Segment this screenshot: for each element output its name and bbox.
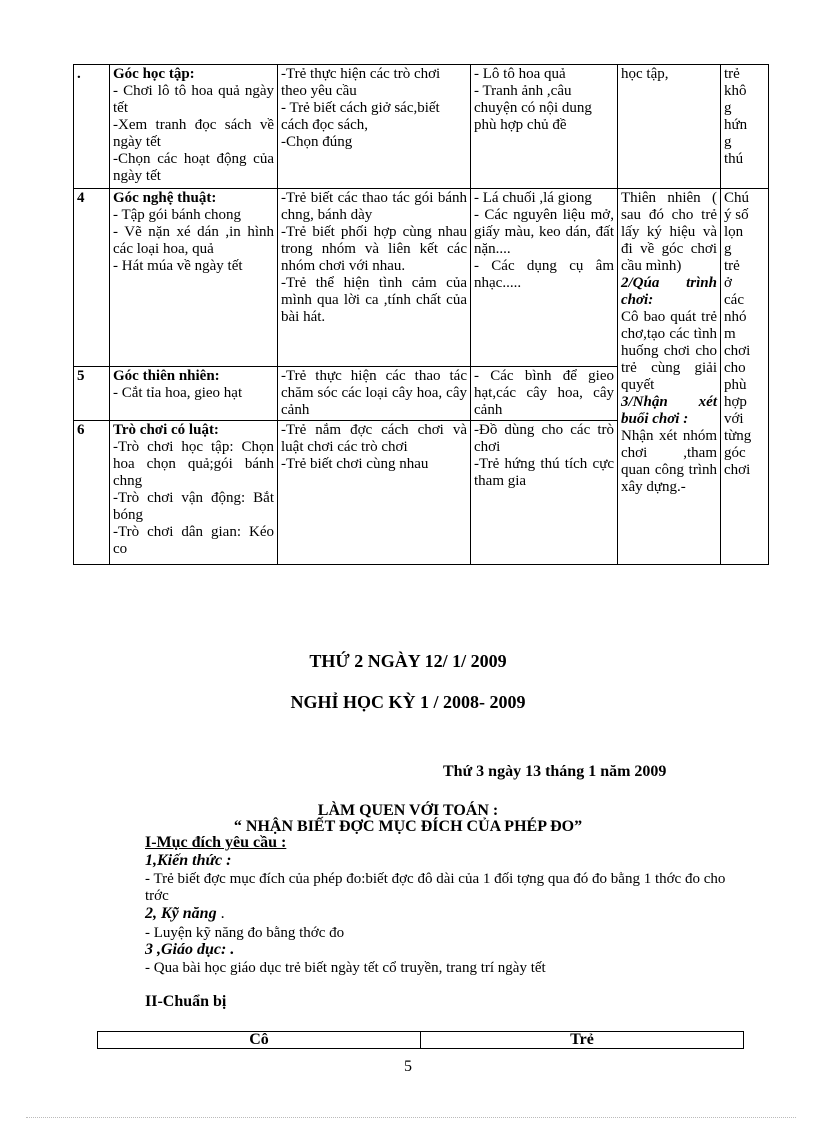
section-heading: I-Mục đích yêu cầu : [145,834,287,851]
page-number: 5 [404,1058,412,1075]
process-cell: học tập, [618,65,721,189]
goal-item: -Chọn đúng [281,134,353,150]
note-word: Chú [724,190,750,206]
process-text: Nhận xét nhóm chơi ,tham quan công trình xây dựng.- [621,428,717,495]
activity-cell [110,65,278,189]
section-heading: II-Chuẩn bị [145,993,227,1010]
note-word: nhó [724,309,747,325]
process-text: Thiên nhiên ( sau đó cho trẻ lấy ký hiệu và đi về góc chơi cầu mình) [621,190,717,274]
preparation-table [97,1031,744,1049]
activity-item: - Vẽ nặn xé dán ,in hình các loại hoa, quả [113,224,274,257]
skill-heading-wrap [145,905,225,923]
lesson-title: LÀM QUEN VỚI TOÁN : [317,802,499,819]
note-word: g [724,100,732,116]
note-word: ý số [724,207,749,223]
material-item: - Lá chuối ,lá giong [474,190,592,206]
note-word: m [724,326,736,342]
skill-text: - Luyện kỹ năng đo bằng thớc đo [145,925,345,941]
goal-cell [278,65,471,189]
note-word: g [724,241,732,257]
note-cell [721,65,769,189]
activity-cell [110,367,278,421]
activity-title: Góc học tập: [113,66,195,82]
note-word: chơi [724,343,751,359]
material-item: - Các dụng cụ âm nhạc..... [474,258,614,291]
note-word: cho [724,360,746,376]
note-word: ở [724,275,732,291]
row-number: 5 [74,367,110,421]
note-word: hợp [724,394,747,410]
goal-cell [278,189,471,367]
note-word: khô [724,83,747,99]
note-word: trẻ [724,258,740,274]
row-number: 6 [74,421,110,565]
subsection-heading: 3 ,Giáo dục: . [145,941,235,958]
activity-cell [110,189,278,367]
education-text: - Qua bài học giáo dục trẻ biết ngày tết cổ truyền, trang trí ngày tết [145,960,546,976]
child-column-header: Trẻ [421,1032,744,1049]
lesson-subtitle: “ NHẬN BIẾT ĐỢC MỤC ĐÍCH CỦA PHÉP ĐO” [233,818,583,835]
table-row [74,189,769,367]
material-item: - Lô tô hoa quả [474,66,566,82]
day-heading: THỨ 2 NGÀY 12/ 1/ 2009 [309,651,507,671]
material-item: - Các nguyên liệu mở, giấy màu, keo dán, đất nặn.... [474,207,614,257]
subsection-dot: . [220,905,225,922]
process-heading: 2/Qúa trình chơi: [621,275,717,308]
activity-title: Góc thiên nhiên: [113,368,220,384]
note-word: thú [724,151,744,167]
material-cell [471,189,618,367]
process-cell [618,189,721,565]
material-cell [471,65,618,189]
process-heading: 3/Nhận xét buổi chơi : [621,394,717,427]
activity-title: Trò chơi có luật: [113,422,219,438]
knowledge-text [145,871,727,905]
teacher-column-header: Cô [98,1032,421,1049]
activity-title: Góc nghệ thuật: [113,190,217,206]
note-word: từng [724,428,752,444]
activity-item: - Cắt tỉa hoa, gieo hạt [113,385,243,401]
holiday-heading: NGHỈ HỌC KỲ 1 / 2008- 2009 [290,692,526,712]
knowledge-paragraph: - Trẻ biết đợc mục đích của phép đo:biết đợc đô dài của 1 đối tợng qua đó đo bằng 1 thớc đo cho trớc [145,871,726,904]
goal-item: -Trẻ biết các thao tác gói bánh chng, bánh dày [281,190,467,223]
note-word: lọn [724,224,744,240]
note-word: các [724,292,744,308]
note-word: chơi [724,462,751,478]
note-word: hứn [724,117,748,133]
goal-cell [278,421,471,565]
goal-item: -Trẻ thực hiện các thao tác chăm sóc các loại cây hoa, cây cảnh [281,368,467,418]
activity-item: - Chơi lô tô hoa quả ngày tết [113,83,274,116]
material-item: - Tranh ảnh ,câu chuyện có nội dung phù hợp chủ đề [474,83,592,133]
activity-table [73,64,769,565]
material-item: -Đồ dùng cho các trò chơi [474,422,614,455]
goal-item: -Trẻ thể hiện tình cảm của mình qua lời ca ,tính chất của bài hát. [281,275,467,325]
goal-item: - Trẻ biết cách giở sác,biết cách đọc sách, [281,100,440,133]
goal-item: -Trẻ biết phối hợp cùng nhau trong nhóm và liên kết các nhóm chơi với nhau. [281,224,467,274]
activity-item: -Trò chơi học tập: Chọn hoa chọn quả;gói bánh chng [113,439,274,489]
material-item: - Các bình để gieo hạt,các cây hoa, cây cảnh [474,368,614,418]
date-line: Thứ 3 ngày 13 tháng 1 năm 2009 [443,763,667,780]
activity-item: - Tập gói bánh chong [113,207,242,223]
activity-item: - Hát múa về ngày tết [113,258,243,274]
note-word: trẻ [724,66,740,82]
goal-item: -Trẻ biết chơi cùng nhau [281,456,429,472]
material-cell [471,421,618,565]
table-row [74,65,769,189]
goal-cell [278,367,471,421]
note-word: với [724,411,744,427]
page-bottom-divider [26,1117,796,1118]
activity-item: -Chọn các hoạt động của ngày tết [113,151,274,184]
goal-item: -Trẻ nắm đợc cách chơi và luật chơi các trò chơi [281,422,467,455]
activity-item: -Trò chơi vận động: Bắt bóng [113,490,274,523]
note-word: g [724,134,732,150]
note-word: góc [724,445,746,461]
note-word: phù [724,377,747,393]
note-cell [721,189,769,565]
table-row [98,1032,744,1049]
material-cell [471,367,618,421]
subsection-heading: 1,Kiến thức : [145,852,232,869]
activity-item: -Xem tranh đọc sách về ngày tết [113,117,274,150]
activity-cell [110,421,278,565]
goal-item: -Trẻ thực hiện các trò chơi theo yêu cầu [281,66,441,99]
row-number: . [74,65,110,189]
subsection-heading: 2, Kỹ năng [145,905,217,922]
activity-item: -Trò chơi dân gian: Kéo co [113,524,274,557]
material-item: -Trẻ hứng thú tích cực tham gia [474,456,614,489]
process-text: Cô bao quát trẻ chơ,tạo các tình huống chơi cho trẻ cùng giải quyết [621,309,717,393]
row-number: 4 [74,189,110,367]
